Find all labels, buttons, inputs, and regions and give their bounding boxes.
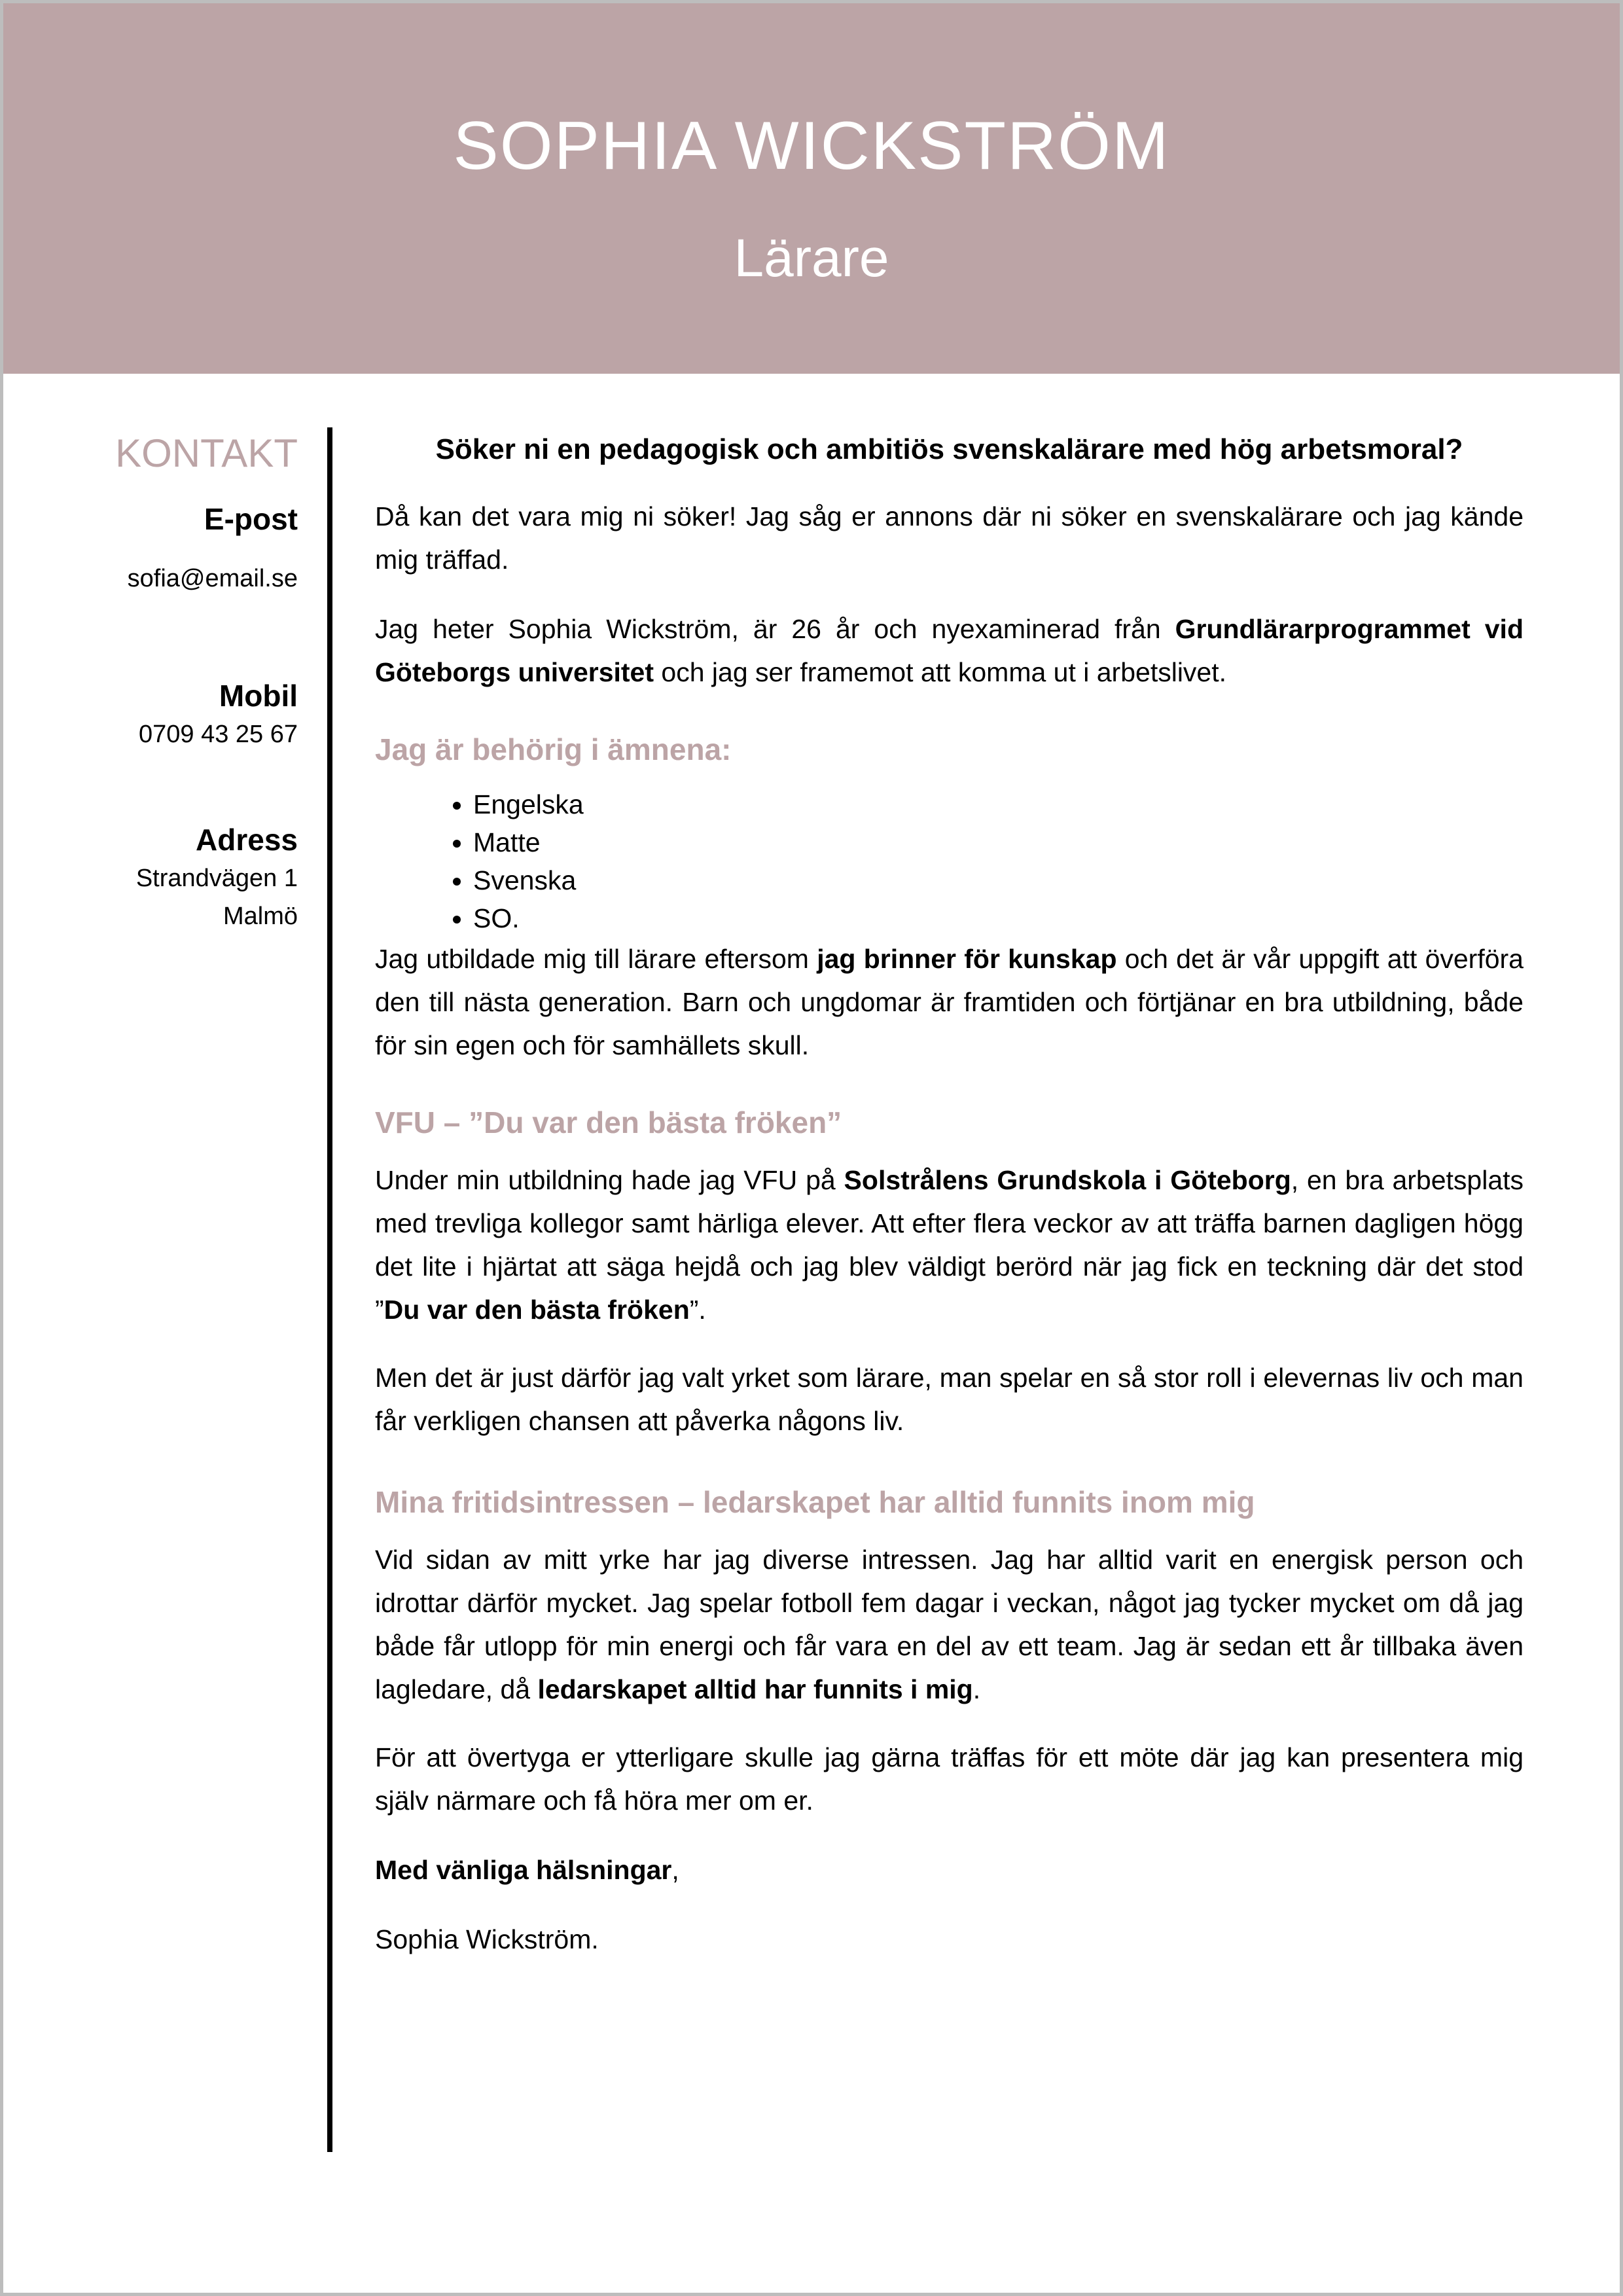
address-line-2: Malmö bbox=[223, 903, 298, 930]
text-run: Under min utbildning hade jag VFU på bbox=[375, 1165, 844, 1195]
address-label: Adress bbox=[196, 823, 298, 857]
email-value: sofia@email.se bbox=[127, 565, 298, 592]
text-run: . bbox=[972, 1674, 981, 1704]
applicant-role: Lärare bbox=[734, 228, 889, 288]
text-run: ”. bbox=[689, 1295, 706, 1325]
text-run: Vid sidan av mitt yrke har jag diverse intressen. Jag har alltid varit en energisk person och idrottar därför mycket. Jag spelar fotboll fem dagar i veckan, något jag tycker mycket om då jag både får utlopp för min energi och får vara en del av ett team. Jag är sedan ett år tillbaka även lagledare, då bbox=[375, 1545, 1524, 1704]
list-item: • Engelska bbox=[473, 785, 1524, 823]
list-item: • Matte bbox=[473, 823, 1524, 861]
vfu-paragraph bbox=[375, 1158, 1524, 1331]
phone-label: Mobil bbox=[219, 679, 298, 713]
bold-run: Grundlärarprogrammet vid Göteborgs universitet bbox=[375, 614, 1524, 687]
text-run: , en bra arbetsplats med trevliga kollegor samt härliga elever. Att efter flera veckor av att träffa barnen dagligen högg det lite i hjärtat att säga hejdå och jag blev väldigt berörd när jag fick en teckning där det stod ” bbox=[375, 1165, 1524, 1325]
signature: Sophia Wickström. bbox=[375, 1924, 599, 1954]
letter-body bbox=[375, 425, 1524, 1961]
bold-run: Solstrålens Grundskola i Göteborg bbox=[844, 1165, 1291, 1195]
email-label: E-post bbox=[204, 502, 298, 536]
closing-line bbox=[375, 1848, 1524, 1892]
closing-greeting: Med vänliga hälsningar bbox=[375, 1855, 672, 1885]
intro-paragraph: Då kan det vara mig ni söker! Jag såg er annons där ni söker en svenskalärare och jag kände mig träffad. bbox=[375, 501, 1524, 575]
contact-heading: KONTAKT bbox=[115, 431, 298, 475]
applicant-name: SOPHIA WICKSTRÖM bbox=[453, 108, 1170, 184]
subjects-list bbox=[375, 785, 1524, 937]
motivation-paragraph bbox=[375, 937, 1524, 1067]
hobby-heading: Mina fritidsintressen – ledarskapet har alltid funnits inom mig bbox=[375, 1485, 1255, 1519]
text-run: Jag heter Sophia Wickström, är 26 år och nyexaminerad från bbox=[375, 614, 1175, 644]
text-run: , bbox=[671, 1855, 679, 1885]
address-line-1: Strandvägen 1 bbox=[135, 865, 298, 892]
list-item: • Svenska bbox=[473, 861, 1524, 899]
text-run: och det är vår uppgift att överföra den till nästa generation. Barn och ungdomar är framtiden och förtjänar en bra utbildning, både för sin egen och för samhällets skull. bbox=[375, 944, 1524, 1060]
bold-run: jag brinner för kunskap bbox=[817, 944, 1117, 974]
reflection-paragraph: Men det är just därför jag valt yrket som lärare, man spelar en så stor roll i elevernas liv och man får verkligen chansen att påverka någons liv. bbox=[375, 1363, 1524, 1436]
subjects-heading: Jag är behörig i ämnena: bbox=[375, 732, 732, 766]
header-banner bbox=[3, 3, 1620, 374]
list-item: • SO. bbox=[473, 899, 1524, 937]
text-run: och jag ser framemot att komma ut i arbetslivet. bbox=[654, 657, 1227, 687]
contact-sidebar bbox=[82, 427, 298, 935]
vfu-heading: VFU – ”Du var den bästa fröken” bbox=[375, 1105, 842, 1139]
letter-headline: Söker ni en pedagogisk och ambitiös svenskalärare med hög arbetsmoral? bbox=[435, 433, 1463, 465]
bold-run: ledarskapet alltid har funnits i mig bbox=[537, 1674, 973, 1704]
meeting-paragraph: För att övertyga er ytterligare skulle jag gärna träffas för ett möte där jag kan presentera mig själv närmare och få höra mer om er. bbox=[375, 1742, 1524, 1816]
hobby-paragraph bbox=[375, 1538, 1524, 1711]
intro-paragraph-2 bbox=[375, 607, 1524, 694]
text-run: Jag utbildade mig till lärare eftersom bbox=[375, 944, 817, 974]
phone-value: 0709 43 25 67 bbox=[138, 721, 298, 748]
bold-run: Du var den bästa fröken bbox=[383, 1295, 690, 1325]
sidebar-divider bbox=[327, 427, 332, 2152]
